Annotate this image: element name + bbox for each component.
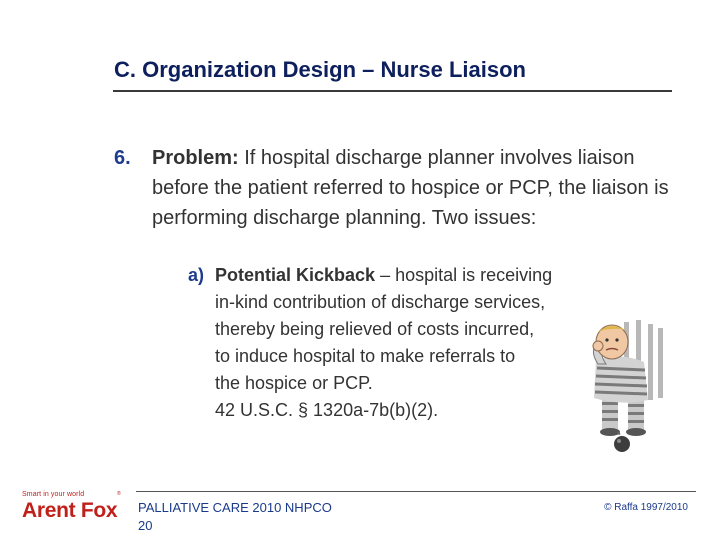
subpoint-line: 42 U.S.C. § 1320a-7b(b)(2). bbox=[215, 400, 439, 420]
subpoint-line bbox=[215, 262, 648, 289]
subpoint-line: to induce hospital to make referrals to bbox=[215, 346, 516, 366]
footer-left bbox=[138, 499, 332, 535]
subpoint-line: the hospice or PCP. bbox=[215, 373, 373, 393]
page-number: 20 bbox=[138, 518, 153, 533]
arent-fox-logo bbox=[18, 491, 122, 525]
logo-registered-mark: ® bbox=[117, 491, 121, 497]
logo-name: Arent Fox bbox=[22, 499, 118, 522]
footer-event-label: PALLIATIVE CARE 2010 NHPCO bbox=[138, 500, 332, 515]
subpoint-letter: a) bbox=[188, 265, 205, 285]
copyright-notice: © Raffa 1997/2010 bbox=[604, 502, 688, 513]
point-text: If hospital discharge planner involves liaison before the patient referred to hospice or PCP, the liaison is performing discharge planning. Two issues: bbox=[152, 147, 669, 229]
title-underline bbox=[113, 90, 672, 92]
footer-divider bbox=[136, 491, 696, 492]
point-label: Problem: bbox=[152, 147, 239, 169]
subpoint-label: Potential Kickback bbox=[215, 265, 376, 285]
prisoner-with-ball-and-chain-icon bbox=[572, 318, 668, 454]
slide-title: C. Organization Design – Nurse Liaison bbox=[114, 57, 526, 82]
subpoint-line-text: – hospital is receiving bbox=[375, 265, 553, 285]
point-body bbox=[114, 143, 674, 233]
point-number: 6. bbox=[114, 147, 131, 169]
problem-point bbox=[114, 143, 674, 233]
subpoint-line: in-kind contribution of discharge services, bbox=[215, 292, 546, 312]
subpoint-line: thereby being relieved of costs incurred, bbox=[215, 319, 535, 339]
logo-tagline: Smart in your world bbox=[22, 491, 85, 498]
